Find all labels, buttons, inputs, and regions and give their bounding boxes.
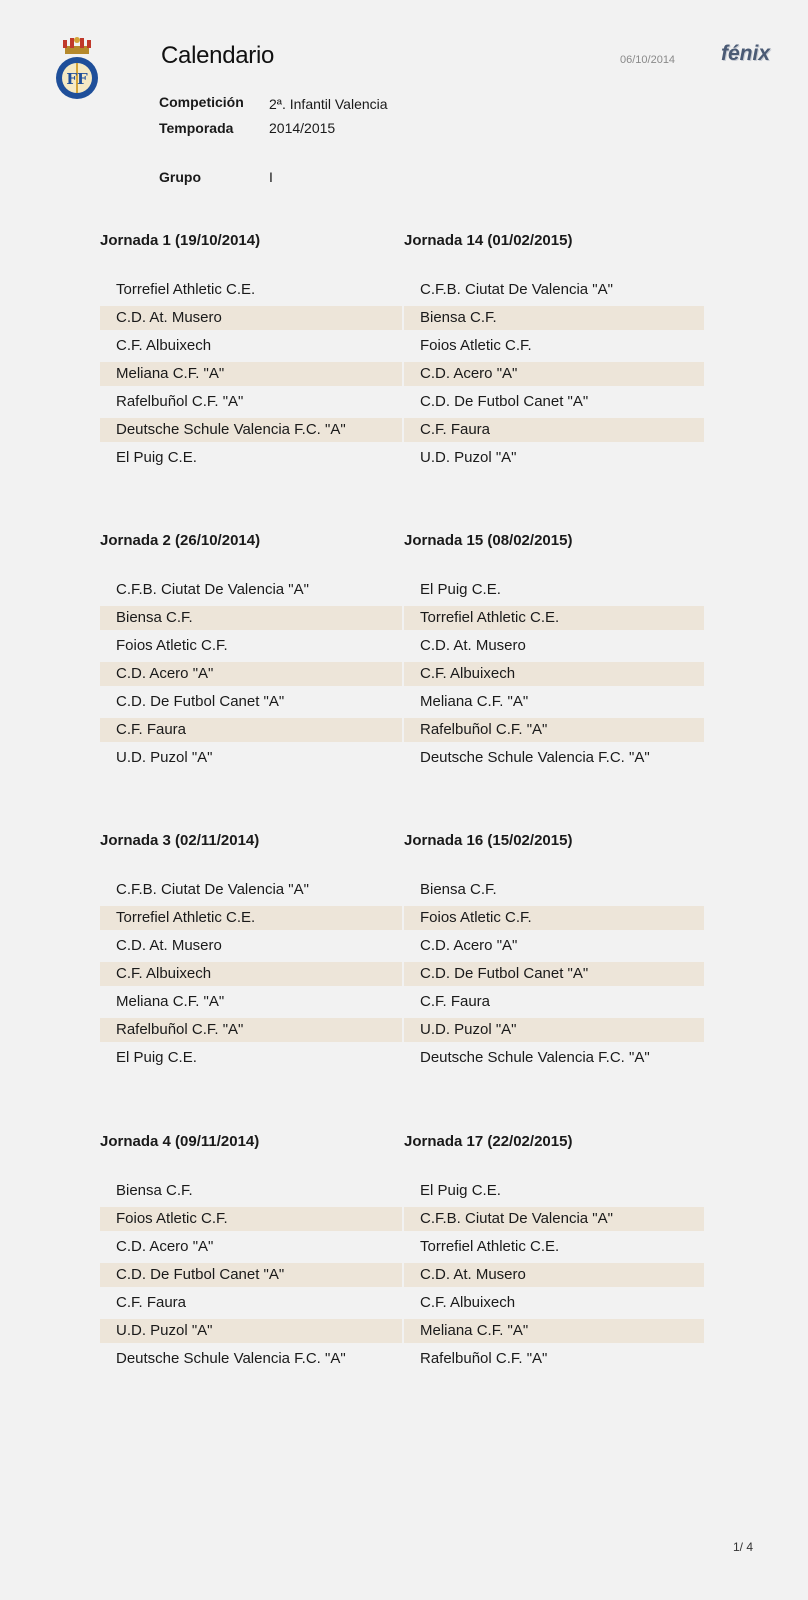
team-name-right: Meliana C.F. "A" (404, 1319, 704, 1343)
match-row (100, 278, 704, 302)
team-name-left: Torrefiel Athletic C.E. (116, 281, 256, 298)
team-name-right: C.D. At. Musero (420, 637, 526, 654)
page-number: 1/ 4 (733, 1540, 754, 1554)
team-name-left: El Puig C.E. (116, 1049, 197, 1066)
team-name-right: C.F. Faura (420, 993, 491, 1010)
team-name-left: Rafelbuñol C.F. "A" (116, 393, 244, 410)
competicion-value: 2ª. Infantil Valencia (269, 96, 388, 112)
team-name-left: C.F. Albuixech (116, 337, 212, 354)
team-name-left: C.D. De Futbol Canet "A" (100, 1263, 402, 1287)
team-name-left: Biensa C.F. (100, 606, 402, 630)
match-row (100, 1207, 704, 1231)
match-row (100, 1179, 704, 1203)
team-name-left: C.F. Faura (116, 1294, 187, 1311)
grupo-value: I (269, 169, 273, 185)
team-name-left: Torrefiel Athletic C.E. (100, 906, 402, 930)
team-name-right: El Puig C.E. (420, 1182, 501, 1199)
match-row (100, 990, 704, 1014)
team-name-right: Deutsche Schule Valencia F.C. "A" (420, 749, 650, 766)
jornada-title-first-round: Jornada 1 (19/10/2014) (100, 232, 261, 249)
team-name-right: El Puig C.E. (420, 581, 501, 598)
match-row (100, 1235, 704, 1259)
match-row (100, 906, 704, 930)
temporada-label: Temporada (159, 120, 234, 136)
team-name-right: Deutsche Schule Valencia F.C. "A" (420, 1049, 650, 1066)
team-name-left: C.F.B. Ciutat De Valencia "A" (116, 581, 309, 598)
team-name-left: U.D. Puzol "A" (116, 749, 213, 766)
team-name-right: Torrefiel Athletic C.E. (420, 1238, 560, 1255)
team-name-right: C.F. Albuixech (404, 662, 704, 686)
match-row (100, 1319, 704, 1343)
team-name-left: C.D. Acero "A" (100, 662, 402, 686)
team-name-left: Biensa C.F. (116, 1182, 193, 1199)
team-name-right: C.D. De Futbol Canet "A" (404, 962, 704, 986)
team-name-right: U.D. Puzol "A" (420, 449, 517, 466)
team-name-right: Torrefiel Athletic C.E. (404, 606, 704, 630)
team-name-right: Foios Atletic C.F. (404, 906, 704, 930)
match-row (100, 390, 704, 414)
team-name-right: U.D. Puzol "A" (404, 1018, 704, 1042)
match-row (100, 362, 704, 386)
page-title: Calendario (161, 42, 275, 69)
match-row (100, 418, 704, 442)
team-name-left: Rafelbuñol C.F. "A" (100, 1018, 402, 1042)
team-name-left: C.D. Acero "A" (116, 1238, 214, 1255)
team-name-right: Meliana C.F. "A" (420, 693, 529, 710)
team-name-right: Biensa C.F. (404, 306, 704, 330)
match-row (100, 718, 704, 742)
team-name-left: El Puig C.E. (116, 449, 197, 466)
team-name-left: Meliana C.F. "A" (100, 362, 402, 386)
match-row (100, 1291, 704, 1315)
match-row (100, 446, 704, 470)
team-name-left: Deutsche Schule Valencia F.C. "A" (100, 418, 402, 442)
team-name-right: Rafelbuñol C.F. "A" (404, 718, 704, 742)
team-name-left: C.F. Albuixech (100, 962, 402, 986)
team-name-left: Deutsche Schule Valencia F.C. "A" (116, 1350, 346, 1367)
match-row (100, 746, 704, 770)
match-row (100, 1018, 704, 1042)
team-name-left: C.D. At. Musero (116, 937, 222, 954)
team-name-left: Meliana C.F. "A" (116, 993, 225, 1010)
match-row (100, 334, 704, 358)
team-name-right: C.D. At. Musero (404, 1263, 704, 1287)
team-name-right: C.F. Albuixech (420, 1294, 516, 1311)
logo-monogram: FF (66, 70, 88, 88)
jornada-title-first-round: Jornada 2 (26/10/2014) (100, 532, 261, 549)
team-name-left: C.D. De Futbol Canet "A" (116, 693, 285, 710)
match-row (100, 690, 704, 714)
match-row (100, 1263, 704, 1287)
brand-logo-text: fénix (721, 42, 771, 65)
jornada-title-first-round: Jornada 3 (02/11/2014) (100, 832, 260, 849)
team-name-right: Rafelbuñol C.F. "A" (420, 1350, 548, 1367)
crown-icon (63, 37, 91, 54)
team-name-left: C.F.B. Ciutat De Valencia "A" (116, 881, 309, 898)
team-name-right: C.D. Acero "A" (420, 937, 518, 954)
jornada-title-second-round: Jornada 14 (01/02/2015) (404, 232, 573, 249)
temporada-value: 2014/2015 (269, 120, 336, 136)
match-row (100, 606, 704, 630)
team-name-right: C.D. Acero "A" (404, 362, 704, 386)
team-name-left: C.F. Faura (100, 718, 402, 742)
team-name-right: C.F.B. Ciutat De Valencia "A" (404, 1207, 704, 1231)
match-row (100, 878, 704, 902)
match-row (100, 306, 704, 330)
match-row (100, 1347, 704, 1371)
team-name-right: Biensa C.F. (420, 881, 497, 898)
match-row (100, 962, 704, 986)
match-row (100, 934, 704, 958)
report-date: 06/10/2014 (620, 54, 676, 66)
team-name-left: U.D. Puzol "A" (100, 1319, 402, 1343)
team-name-left: Foios Atletic C.F. (116, 637, 228, 654)
jornada-title-first-round: Jornada 4 (09/11/2014) (100, 1133, 260, 1150)
team-name-right: C.F.B. Ciutat De Valencia "A" (420, 281, 613, 298)
team-name-right: C.F. Faura (404, 418, 704, 442)
team-name-right: Foios Atletic C.F. (420, 337, 532, 354)
team-name-left: Foios Atletic C.F. (100, 1207, 402, 1231)
federation-crest-logo (53, 36, 101, 106)
jornada-title-second-round: Jornada 15 (08/02/2015) (404, 532, 573, 549)
match-row (100, 662, 704, 686)
match-row (100, 1046, 704, 1070)
match-row (100, 578, 704, 602)
grupo-label: Grupo (159, 169, 201, 185)
jornada-title-second-round: Jornada 17 (22/02/2015) (404, 1133, 573, 1150)
team-name-right: C.D. De Futbol Canet "A" (420, 393, 589, 410)
competicion-label: Competición (159, 94, 244, 110)
match-row (100, 634, 704, 658)
team-name-left: C.D. At. Musero (100, 306, 402, 330)
jornada-title-second-round: Jornada 16 (15/02/2015) (404, 832, 573, 849)
